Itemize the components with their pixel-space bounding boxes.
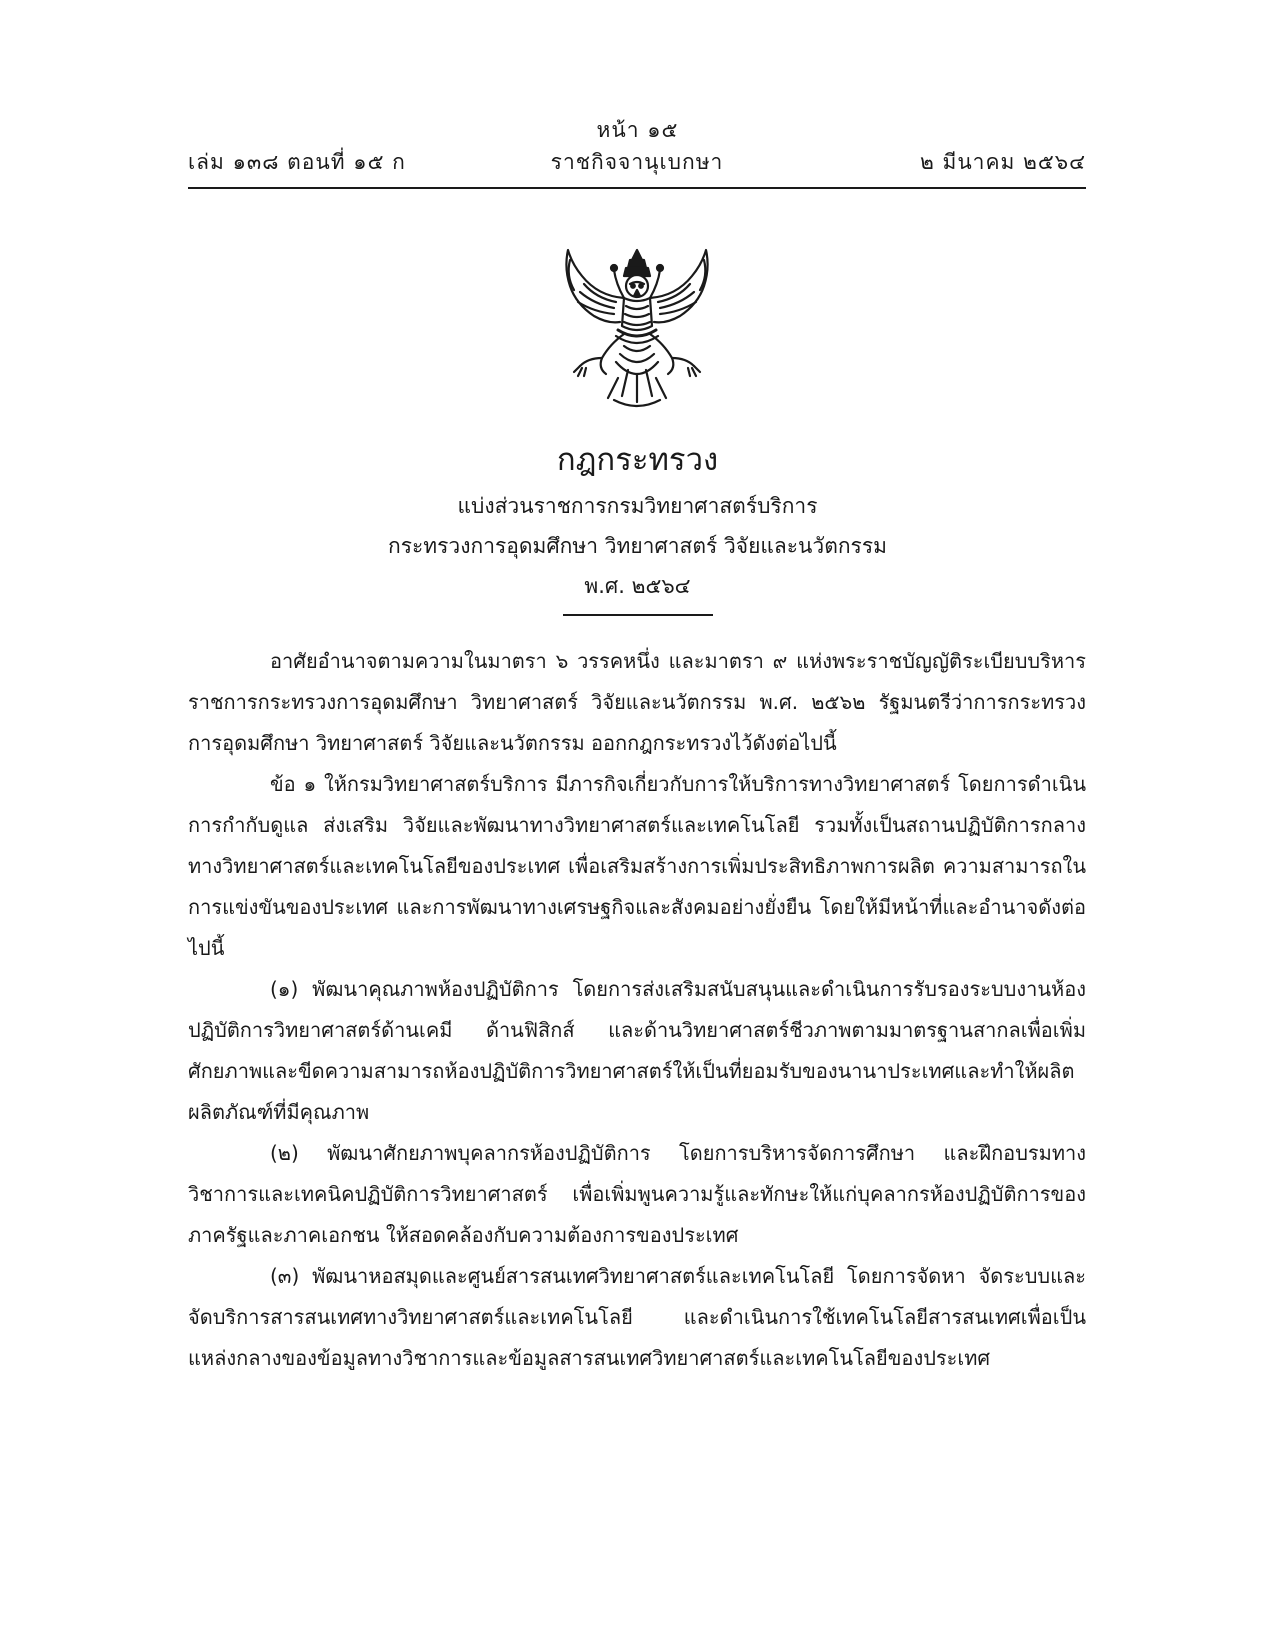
title-divider	[563, 614, 713, 616]
clause-1-item-1: (๑) พัฒนาคุณภาพห้องปฏิบัติการ โดยการส่งเสริมสนับสนุนและดำเนินการรับรองระบบงานห้องปฏิบัติการวิทยาศาสตร์ด้านเคมี ด้านฟิสิกส์ และด้านวิทยาศาสตร์ชีวภาพตามมาตรฐานสากลเพื่อเพิ่มศักยภาพและขีดความสามารถห้องปฏิบัติการวิทยาศาสตร์ให้เป็นที่ยอมรับของนานาประเทศและทำให้ผลิตผลิตภัณฑ์ที่มีคุณภาพ	[188, 977, 1086, 1124]
document-body	[188, 641, 1086, 1379]
page-number: หน้า ๑๕	[596, 118, 679, 142]
title-line-1: แบ่งส่วนราชการกรมวิทยาศาสตร์บริการ	[457, 494, 818, 518]
volume-issue: เล่ม ๑๓๘ ตอนที่ ๑๕ ก	[188, 150, 406, 174]
clause-1-paragraph: ข้อ ๑ ให้กรมวิทยาศาสตร์บริการ มีภารกิจเกี่ยวกับการให้บริการทางวิทยาศาสตร์ โดยการดำเนินการกำกับดูแล ส่งเสริม วิจัยและพัฒนาทางวิทยาศาสตร์และเทคโนโลยี รวมทั้งเป็นสถานปฏิบัติการกลางทางวิทยาศาสตร์และเทคโนโลยีของประเทศ เพื่อเสริมสร้างการเพิ่มประสิทธิภาพการผลิต ความสามารถในการแข่งขันของประเทศ และการพัฒนาทางเศรษฐกิจและสังคมอย่างยั่งยืน โดยให้มีหน้าที่และอำนาจดังต่อไปนี้	[188, 772, 1086, 960]
gazette-header	[188, 146, 1086, 186]
publication-name: ราชกิจจานุเบกษา	[550, 150, 724, 174]
header-divider	[188, 187, 1086, 189]
clause-1-item-2: (๒) พัฒนาศักยภาพบุคลากรห้องปฏิบัติการ โดยการบริหารจัดการศึกษา และฝึกอบรมทางวิชาการและเทคนิคปฏิบัติการวิทยาศาสตร์ เพื่อเพิ่มพูนความรู้และทักษะให้แก่บุคลากรห้องปฏิบัติการของภาครัฐและภาคเอกชน ให้สอดคล้องกับความต้องการของประเทศ	[188, 1141, 1086, 1247]
title-block	[0, 440, 1275, 616]
preamble-paragraph: อาศัยอำนาจตามความในมาตรา ๖ วรรคหนึ่ง และมาตรา ๙ แห่งพระราชบัญญัติระเบียบบริหารราชการกระทรวงการอุดมศึกษา วิทยาศาสตร์ วิจัยและนวัตกรรม พ.ศ. ๒๕๖๒ รัฐมนตรีว่าการกระทรวงการอุดมศึกษา วิทยาศาสตร์ วิจัยและนวัตกรรม ออกกฎกระทรวงไว้ดังต่อไปนี้	[188, 649, 1086, 755]
document-title: กฎกระทรวง	[556, 442, 719, 478]
clause-1-item-3: (๓) พัฒนาหอสมุดและศูนย์สารสนเทศวิทยาศาสตร์และเทคโนโลยี โดยการจัดหา จัดระบบและจัดบริการสารสนเทศทางวิทยาศาสตร์และเทคโนโลยี และดำเนินการใช้เทคโนโลยีสารสนเทศเพื่อเป็นแหล่งกลางของข้อมูลทางวิชาการและข้อมูลสารสนเทศวิทยาศาสตร์และเทคโนโลยีของประเทศ	[188, 1264, 1086, 1370]
title-line-3: พ.ศ. ๒๕๖๔	[584, 574, 691, 598]
title-line-2: กระทรวงการอุดมศึกษา วิทยาศาสตร์ วิจัยและนวัตกรรม	[388, 534, 887, 558]
garuda-emblem-icon	[558, 246, 716, 414]
publication-date: ๒ มีนาคม ๒๕๖๔	[919, 150, 1086, 174]
